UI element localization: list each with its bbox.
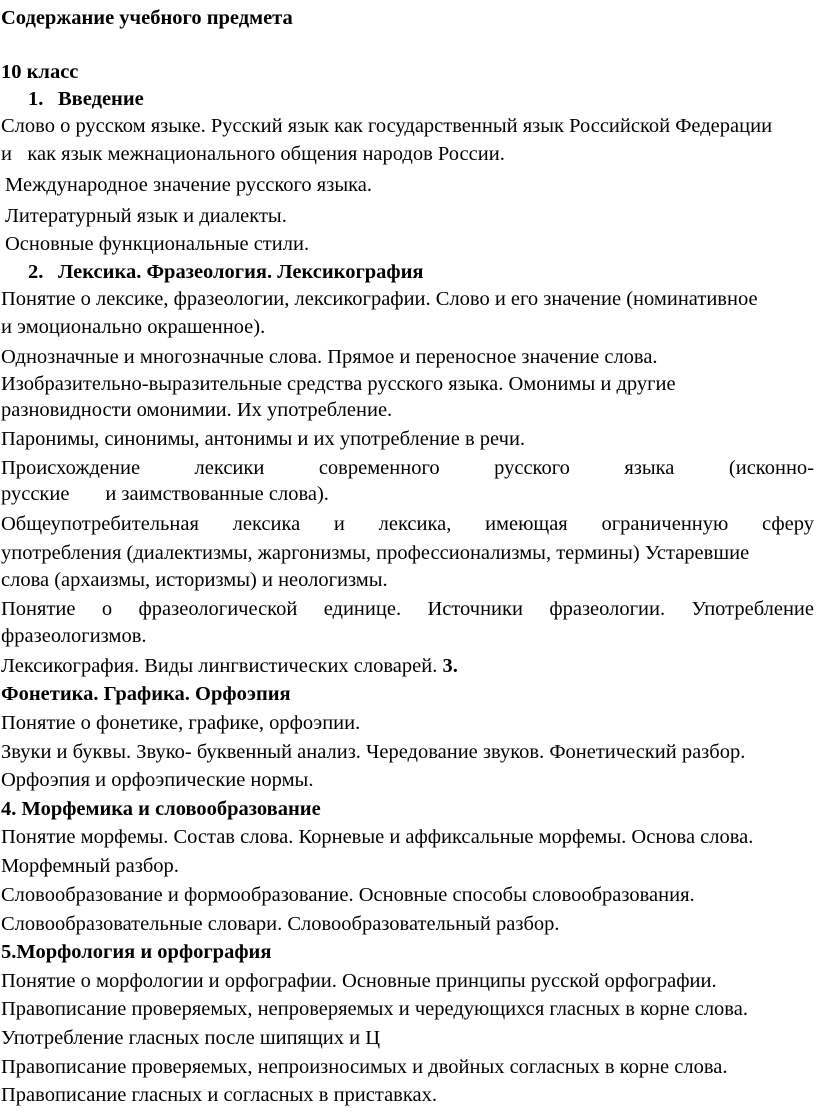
s5-line-5: Правописание гласных и согласных в приставках.	[1, 1084, 437, 1106]
section-2-title: Лексика. Фразеология. Лексикография	[58, 261, 424, 283]
s4-line-1: Понятие морфемы. Состав слова. Корневые и аффиксальные морфемы. Основа слова.	[1, 826, 754, 848]
section-4-title: 4. Морфемика и словообразование	[1, 798, 321, 820]
s2-line-8: русские и заимствованные слова).	[1, 483, 329, 505]
s5-line-2: Правописание проверяемых, непроверяемых и чередующихся гласных в корне слова.	[1, 998, 748, 1020]
s5-line-3: Употребление гласных после шипящих и Ц	[1, 1027, 381, 1049]
s1-line-1: Слово о русском языке. Русский язык как государственный язык Российской Федерации	[1, 115, 773, 137]
s1-line-4: Литературный язык и диалекты.	[5, 205, 287, 227]
s2-line-3: Однозначные и многозначные слова. Прямое и переносное значение слова.	[1, 346, 658, 368]
s2-line-2: и эмоционально окрашенное).	[1, 316, 266, 338]
s4-line-4: Словообразовательные словари. Словообразовательный разбор.	[1, 913, 560, 935]
s2-line-11: слова (архаизмы, историзмы) и неологизмы.	[1, 569, 388, 591]
s4-line-3: Словообразование и формообразование. Основные способы словообразования.	[1, 884, 695, 906]
s2-line-7: Происхождение лексики современного русского языка (исконно-	[1, 457, 814, 479]
s5-line-4: Правописание проверяемых, непроизносимых и двойных согласных в корне слова.	[1, 1056, 728, 1078]
s2-line-5: разновидности омонимии. Их употребление.	[1, 399, 393, 421]
s2-line-14-text: Лексикография. Виды лингвистических словарей.	[1, 655, 438, 677]
s2-line-1: Понятие о лексике, фразеологии, лексикографии. Слово и его значение (номинативное	[1, 288, 758, 310]
grade-heading: 10 класс	[1, 61, 79, 83]
s1-line-2: и как язык межнационального общения народов России.	[1, 143, 505, 165]
section-5-title: 5.Морфология и орфография	[1, 941, 272, 963]
section-3-number: 3.	[442, 655, 458, 677]
s2-line-12: Понятие о фразеологической единице. Источники фразеологии. Употребление	[1, 598, 814, 620]
doc-title: Содержание учебного предмета	[1, 7, 293, 29]
s3-line-3: Орфоэпия и орфоэпические нормы.	[1, 769, 314, 791]
s2-line-13: фразеологизмов.	[1, 625, 147, 647]
s2-line-6: Паронимы, синонимы, антонимы и их употребление в речи.	[1, 428, 526, 450]
section-1-number: 1.	[28, 88, 44, 110]
s3-line-1: Понятие о фонетике, графике, орфоэпии.	[1, 712, 361, 734]
s2-line-9: Общеупотребительная лексика и лексика, имеющая ограниченную сферу	[1, 513, 814, 535]
s1-line-3: Международное значение русского языка.	[5, 174, 372, 196]
s3-line-2: Звуки и буквы. Звуко- буквенный анализ. Чередование звуков. Фонетический разбор.	[1, 741, 746, 763]
s2-line-14	[1, 652, 458, 680]
s2-line-10: употребления (диалектизмы, жаргонизмы, профессионализмы, термины) Устаревшие	[1, 542, 750, 564]
s1-line-5: Основные функциональные стили.	[5, 233, 310, 255]
section-2-number: 2.	[28, 261, 44, 283]
section-3-title: Фонетика. Графика. Орфоэпия	[1, 683, 291, 705]
section-1-title: Введение	[58, 88, 144, 110]
s5-line-1: Понятие о морфологии и орфографии. Основные принципы русской орфографии.	[1, 970, 717, 992]
s2-line-4: Изобразительно-выразительные средства русского языка. Омонимы и другие	[1, 373, 676, 395]
s4-line-2: Морфемный разбор.	[1, 855, 179, 877]
